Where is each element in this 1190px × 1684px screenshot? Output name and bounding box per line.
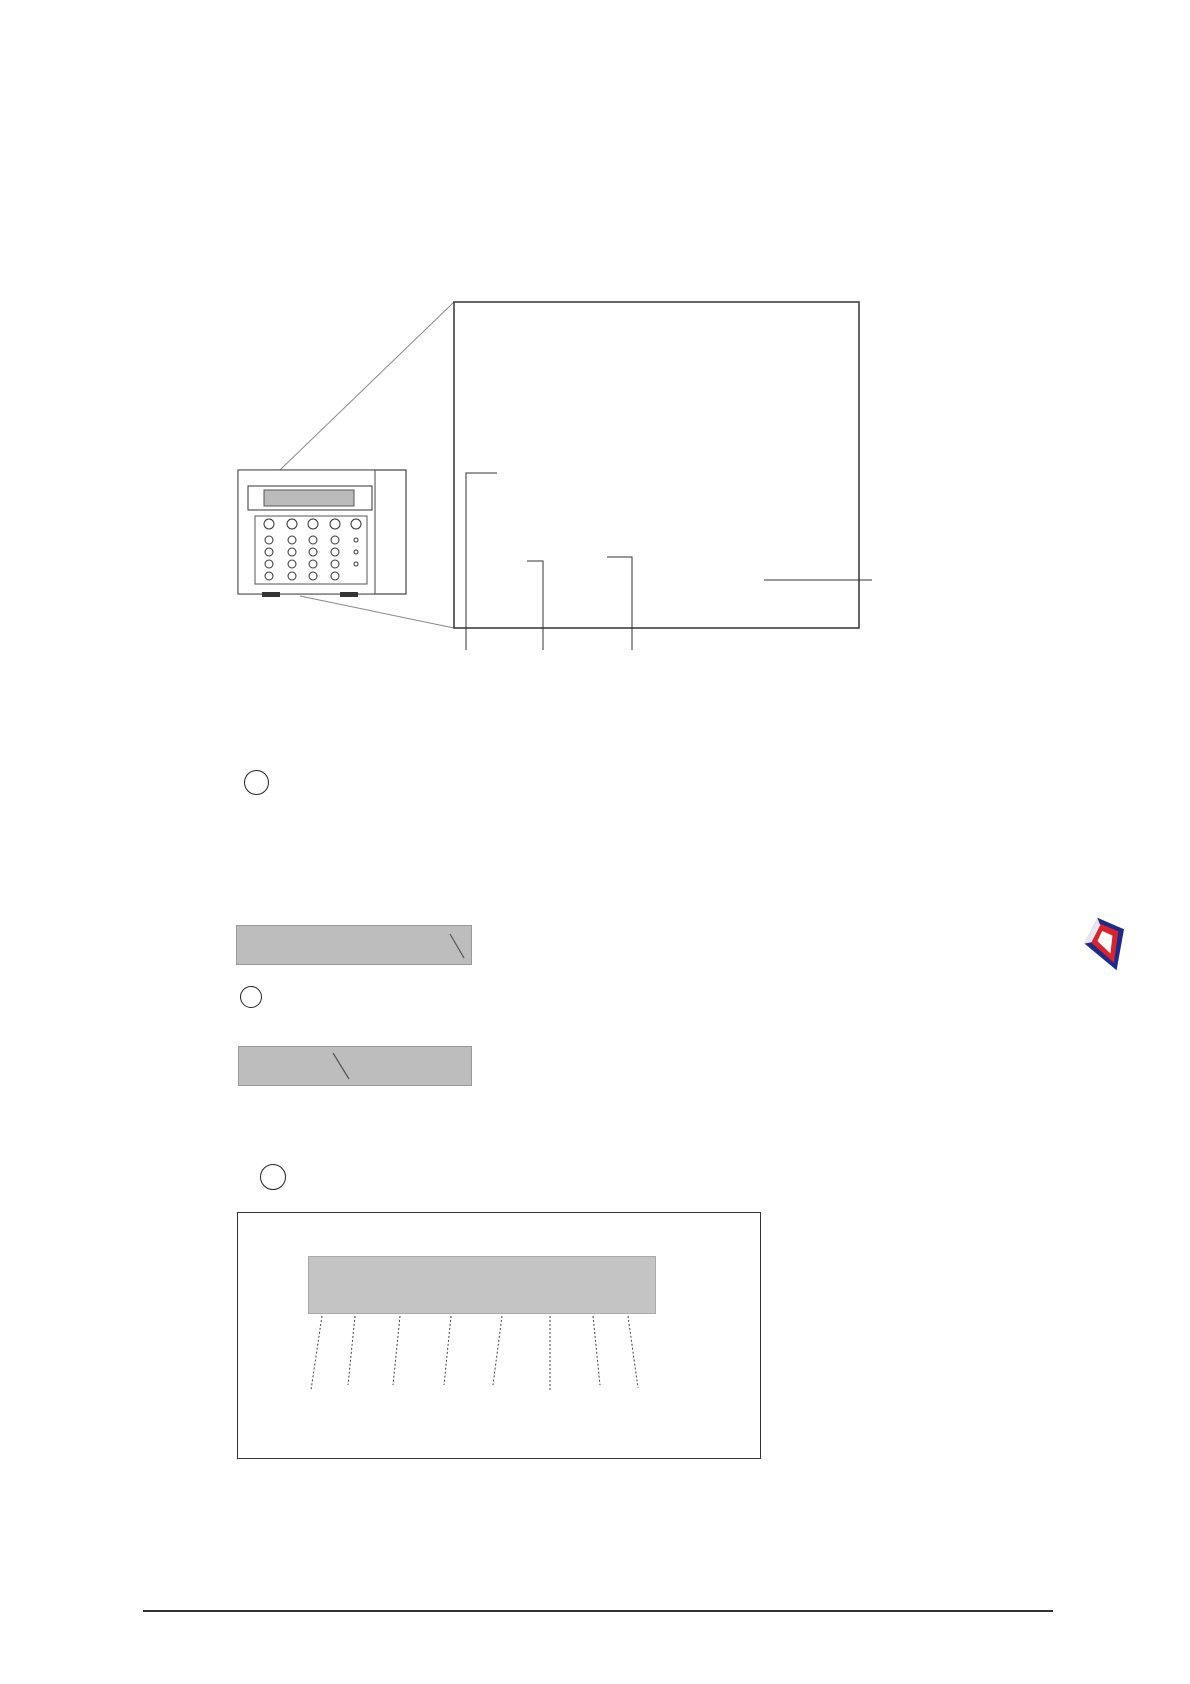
footer-rule [143,1610,1053,1612]
company-logo-icon [1082,914,1132,974]
